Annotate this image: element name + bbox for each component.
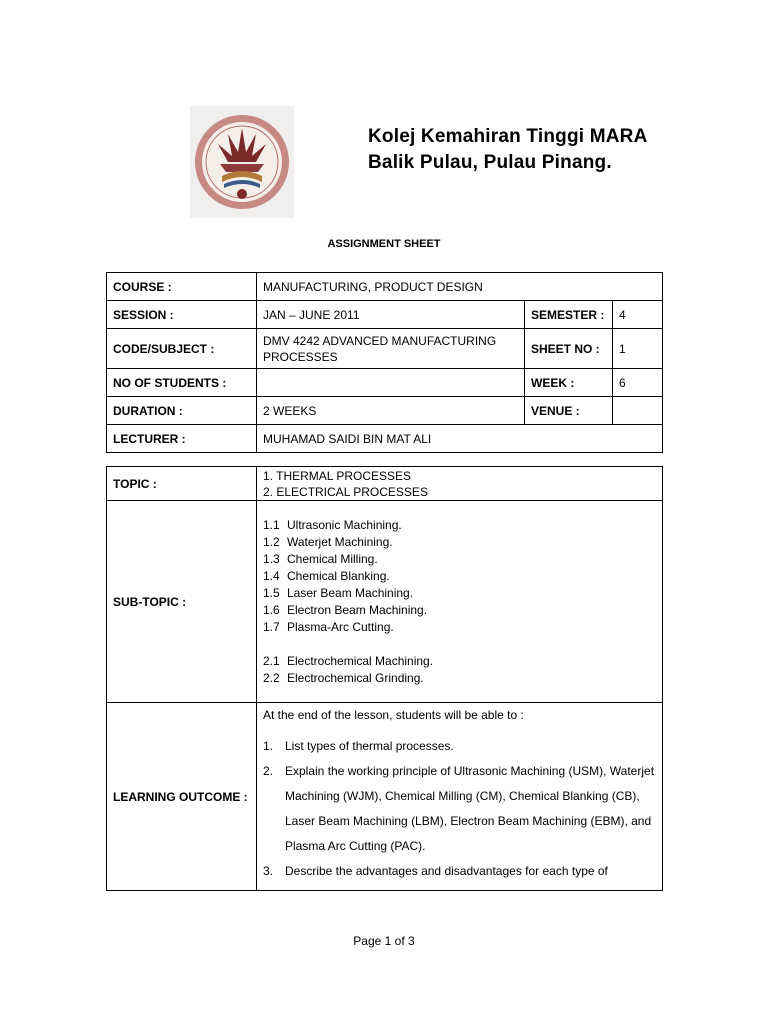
subtopic-value [257, 501, 663, 703]
sheet-value: 1 [613, 329, 663, 369]
venue-value [613, 397, 663, 425]
list-item: 1.7 Plasma-Arc Cutting. [263, 619, 394, 634]
subtopic-label: SUB-TOPIC : [107, 501, 257, 703]
table-row [107, 329, 663, 369]
sheet-title: ASSIGNMENT SHEET [327, 238, 441, 250]
list-item: 1.5 Laser Beam Machining. [263, 585, 414, 600]
institution-line-1: Kolej Kemahiran Tinggi MARA [368, 126, 648, 147]
page-number: Page 1 of 3 [353, 934, 415, 948]
list-item: 1.1 Ultrasonic Machining. [263, 517, 402, 532]
table-row [107, 501, 663, 703]
topic-label: TOPIC : [107, 467, 257, 501]
table-row [107, 425, 663, 453]
lecturer-label: LECTURER : [107, 425, 257, 453]
topic-line-1: 1. THERMAL PROCESSES [263, 468, 412, 483]
students-value [257, 369, 525, 397]
table-row [107, 301, 663, 329]
table-row [107, 397, 663, 425]
code-label: CODE/SUBJECT : [107, 329, 257, 369]
list-item: 2.1 Electrochemical Machining. [263, 653, 434, 668]
semester-value: 4 [613, 301, 663, 329]
week-label: WEEK : [525, 369, 613, 397]
subtopic-list-2 [263, 653, 656, 687]
venue-label: VENUE : [525, 397, 613, 425]
list-item: 1.4 Chemical Blanking. [263, 568, 390, 583]
session-label: SESSION : [107, 301, 257, 329]
semester-label: SEMESTER : [525, 301, 613, 329]
duration-value: 2 WEEKS [257, 397, 525, 425]
table-row [107, 467, 663, 501]
outcome-value [257, 703, 663, 891]
week-value: 6 [613, 369, 663, 397]
table-row [107, 703, 663, 891]
table-row [107, 273, 663, 301]
list-item: 1.3 Chemical Milling. [263, 551, 378, 566]
outcome-label: LEARNING OUTCOME : [107, 703, 257, 891]
list-item: 1.6 Electron Beam Machining. [263, 602, 428, 617]
subtopic-list-1 [263, 517, 656, 636]
topic-line-2: 2. ELECTRICAL PROCESSES [263, 484, 428, 499]
session-value: JAN – JUNE 2011 [257, 301, 525, 329]
list-item: 1. List types of thermal processes. [263, 739, 454, 753]
outcome-list [263, 734, 656, 884]
table-row [107, 369, 663, 397]
duration-label: DURATION : [107, 397, 257, 425]
topic-table [106, 466, 663, 891]
list-item: 1.2 Waterjet Machining. [263, 534, 393, 549]
info-table [106, 272, 663, 453]
list-item: 3. Describe the advantages and disadvantages for each type of [263, 864, 608, 878]
lecturer-value: MUHAMAD SAIDI BIN MAT ALI [257, 425, 663, 453]
list-item: 2.2 Electrochemical Grinding. [263, 670, 424, 685]
code-value: DMV 4242 ADVANCED MANUFACTURING PROCESSES [257, 329, 525, 369]
course-value: MANUFACTURING, PRODUCT DESIGN [257, 273, 663, 301]
institution-line-2: Balik Pulau, Pulau Pinang. [368, 152, 612, 173]
sheet-label: SHEET NO : [525, 329, 613, 369]
outcome-intro: At the end of the lesson, students will be able to : [263, 708, 524, 722]
college-logo [190, 106, 294, 218]
institution-name [368, 124, 648, 176]
course-label: COURSE : [107, 273, 257, 301]
topic-value [257, 467, 663, 501]
students-label: NO OF STUDENTS : [107, 369, 257, 397]
list-item: 2. Explain the working principle of Ultrasonic Machining (USM), Waterjet Machining (WJM), Chemical Milling (CM), Chemical Blanking (CB), Laser Beam Machining (LBM), Electron Beam Machining (EBM), and Plasma Arc Cutting (PAC). [263, 764, 655, 853]
